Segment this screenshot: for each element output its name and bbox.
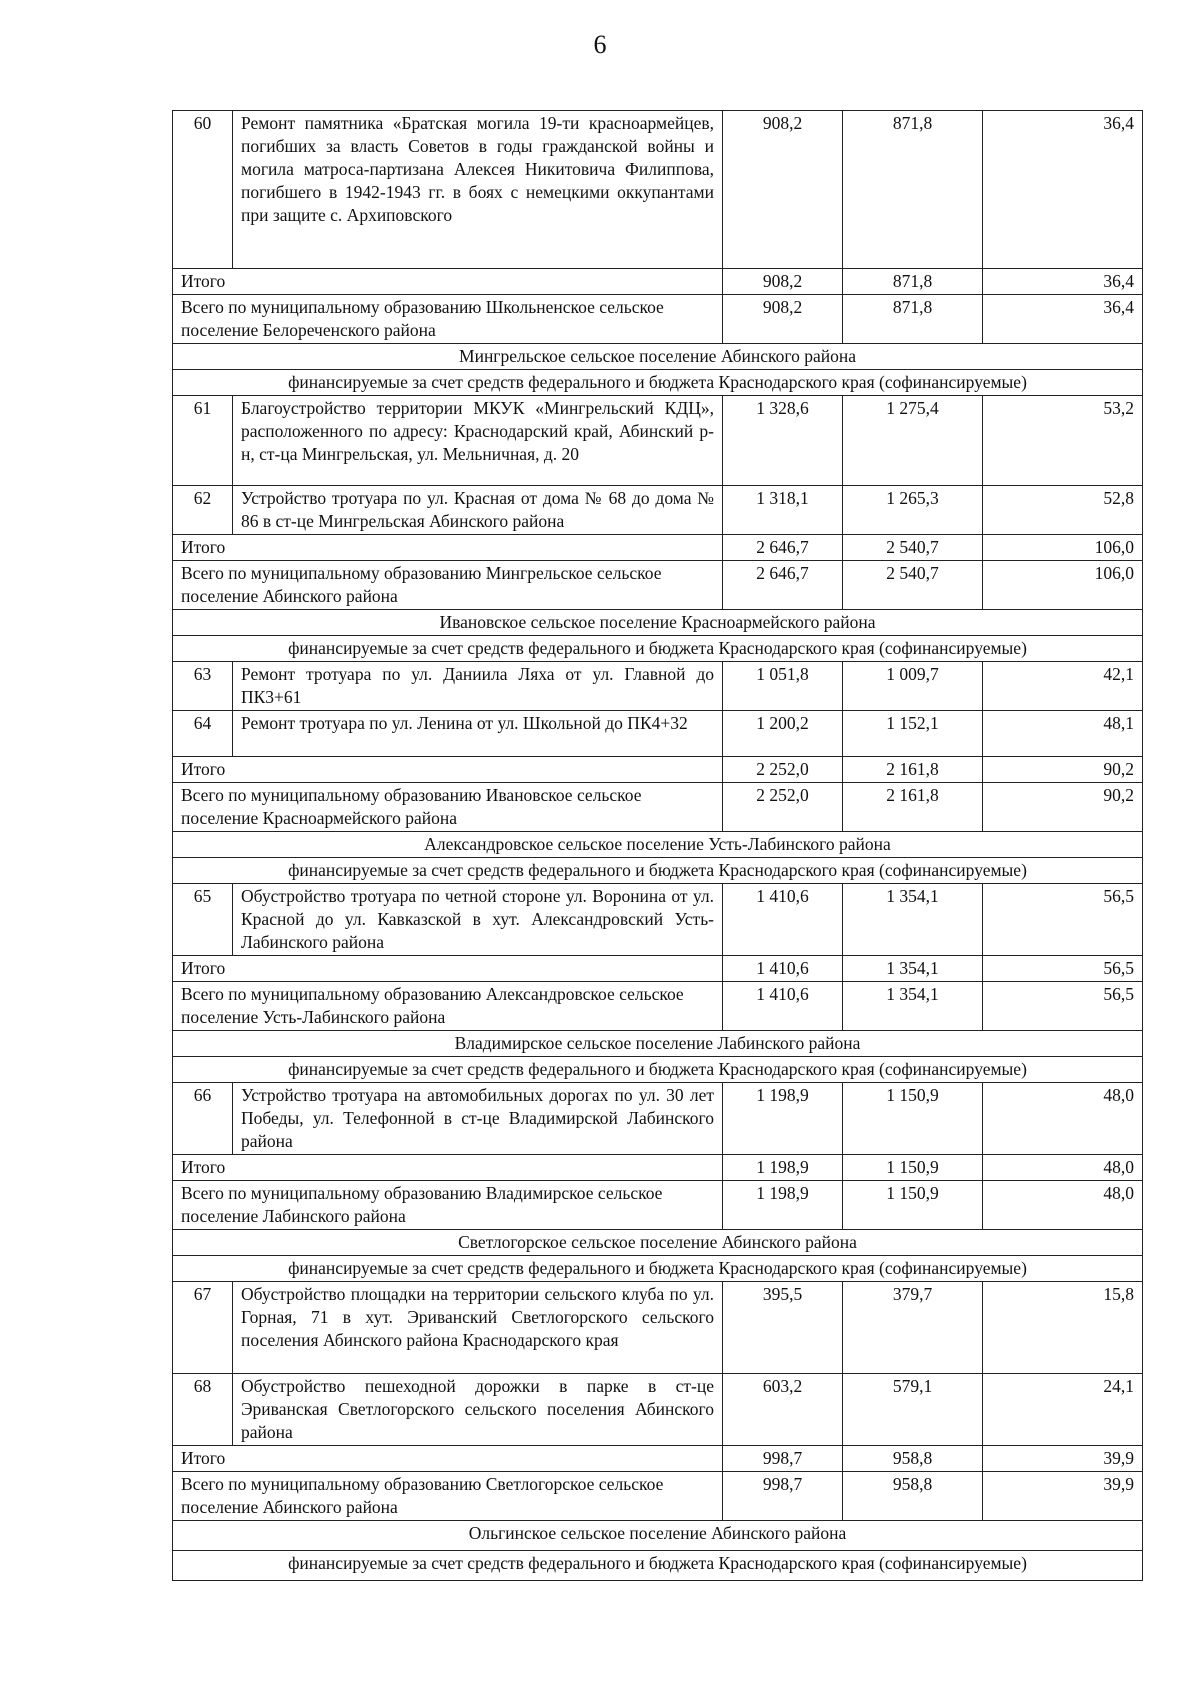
total-row bbox=[173, 561, 1143, 610]
amount-federal-regional: 871,8 bbox=[843, 269, 983, 295]
amount-federal-regional: 1 354,1 bbox=[843, 884, 983, 956]
amount-total: 1 410,6 bbox=[723, 884, 843, 956]
amount-total: 1 328,6 bbox=[723, 396, 843, 486]
amount-federal-regional: 871,8 bbox=[843, 295, 983, 344]
item-number: 63 bbox=[173, 662, 233, 711]
amount-local: 48,1 bbox=[983, 711, 1143, 757]
total-label: Всего по муниципальному образованию Александровское сельское поселение Усть-Лабинского района bbox=[173, 982, 723, 1031]
total-label: Всего по муниципальному образованию Владимирское сельское поселение Лабинского района bbox=[173, 1181, 723, 1230]
amount-federal-regional: 1 265,3 bbox=[843, 486, 983, 535]
item-description: Обустройство тротуара по четной стороне ул. Воронина от ул. Красной до ул. Кавказской в хут. Александровский Усть-Лабинского района bbox=[233, 884, 723, 956]
total-row bbox=[173, 783, 1143, 832]
amount-total: 1 198,9 bbox=[723, 1155, 843, 1181]
section-header-row bbox=[173, 370, 1143, 396]
amount-total: 1 051,8 bbox=[723, 662, 843, 711]
section-header-row bbox=[173, 1230, 1143, 1256]
item-row bbox=[173, 1083, 1143, 1155]
section-header-row bbox=[173, 1256, 1143, 1282]
amount-total: 603,2 bbox=[723, 1374, 843, 1446]
total-row bbox=[173, 295, 1143, 344]
table-body bbox=[173, 111, 1143, 1581]
item-description: Ремонт тротуара по ул. Ленина от ул. Школьной до ПК4+32 bbox=[233, 711, 723, 757]
item-number: 61 bbox=[173, 396, 233, 486]
section-header-row bbox=[173, 636, 1143, 662]
item-row bbox=[173, 486, 1143, 535]
amount-total: 998,7 bbox=[723, 1472, 843, 1521]
section-header-row bbox=[173, 1031, 1143, 1057]
amount-federal-regional: 2 161,8 bbox=[843, 783, 983, 832]
item-row bbox=[173, 396, 1143, 486]
amount-federal-regional: 1 150,9 bbox=[843, 1155, 983, 1181]
amount-local: 56,5 bbox=[983, 884, 1143, 956]
amount-local: 48,0 bbox=[983, 1181, 1143, 1230]
section-header-row bbox=[173, 832, 1143, 858]
item-number: 66 bbox=[173, 1083, 233, 1155]
amount-local: 36,4 bbox=[983, 111, 1143, 269]
section-header-row bbox=[173, 1551, 1143, 1581]
total-row bbox=[173, 269, 1143, 295]
amount-total: 1 198,9 bbox=[723, 1181, 843, 1230]
item-description: Устройство тротуара по ул. Красная от дома № 68 до дома № 86 в ст-це Мингрельская Абинского района bbox=[233, 486, 723, 535]
item-description: Обустройство пешеходной дорожки в парке в ст-це Эриванская Светлогорского сельского поселения Абинского района bbox=[233, 1374, 723, 1446]
total-row bbox=[173, 1472, 1143, 1521]
amount-total: 1 318,1 bbox=[723, 486, 843, 535]
amount-total: 2 646,7 bbox=[723, 535, 843, 561]
total-label: Итого bbox=[173, 535, 723, 561]
total-row bbox=[173, 956, 1143, 982]
amount-local: 48,0 bbox=[983, 1155, 1143, 1181]
section-title: финансируемые за счет средств федерального и бюджета Краснодарского края (софинансируемые) bbox=[173, 1551, 1143, 1581]
amount-federal-regional: 579,1 bbox=[843, 1374, 983, 1446]
item-description: Ремонт памятника «Братская могила 19-ти красноармейцев, погибших за власть Советов в годы гражданской войны и могила матроса-партизана Алексея Никитовича Филиппова, погибшего в 1942-1943 гг. в боях с немецкими оккупантами при защите с. Архиповского bbox=[233, 111, 723, 269]
amount-federal-regional: 871,8 bbox=[843, 111, 983, 269]
amount-local: 56,5 bbox=[983, 982, 1143, 1031]
total-label: Итого bbox=[173, 1446, 723, 1472]
amount-federal-regional: 1 150,9 bbox=[843, 1181, 983, 1230]
item-row bbox=[173, 1374, 1143, 1446]
item-number: 62 bbox=[173, 486, 233, 535]
amount-total: 2 646,7 bbox=[723, 561, 843, 610]
total-row bbox=[173, 1446, 1143, 1472]
amount-local: 106,0 bbox=[983, 535, 1143, 561]
section-title: финансируемые за счет средств федерального и бюджета Краснодарского края (софинансируемые) bbox=[173, 858, 1143, 884]
amount-total: 908,2 bbox=[723, 111, 843, 269]
total-row bbox=[173, 1181, 1143, 1230]
amount-local: 48,0 bbox=[983, 1083, 1143, 1155]
amount-local: 90,2 bbox=[983, 783, 1143, 832]
amount-federal-regional: 379,7 bbox=[843, 1282, 983, 1374]
amount-total: 1 410,6 bbox=[723, 982, 843, 1031]
total-label: Всего по муниципальному образованию Светлогорское сельское поселение Абинского района bbox=[173, 1472, 723, 1521]
total-label: Итого bbox=[173, 757, 723, 783]
section-title: финансируемые за счет средств федерального и бюджета Краснодарского края (софинансируемые) bbox=[173, 1256, 1143, 1282]
section-title: Александровское сельское поселение Усть-Лабинского района bbox=[173, 832, 1143, 858]
amount-local: 52,8 bbox=[983, 486, 1143, 535]
amount-total: 1 200,2 bbox=[723, 711, 843, 757]
amount-local: 15,8 bbox=[983, 1282, 1143, 1374]
section-title: финансируемые за счет средств федерального и бюджета Краснодарского края (софинансируемые) bbox=[173, 636, 1143, 662]
section-header-row bbox=[173, 858, 1143, 884]
total-label: Всего по муниципальному образованию Мингрельское сельское поселение Абинского района bbox=[173, 561, 723, 610]
total-label: Итого bbox=[173, 269, 723, 295]
amount-federal-regional: 1 150,9 bbox=[843, 1083, 983, 1155]
total-row bbox=[173, 535, 1143, 561]
amount-total: 908,2 bbox=[723, 269, 843, 295]
section-title: финансируемые за счет средств федерального и бюджета Краснодарского края (софинансируемые) bbox=[173, 370, 1143, 396]
item-description: Обустройство площадки на территории сельского клуба по ул. Горная, 71 в хут. Эриванский Светлогорского сельского поселения Абинского района Краснодарского края bbox=[233, 1282, 723, 1374]
amount-local: 53,2 bbox=[983, 396, 1143, 486]
total-row bbox=[173, 982, 1143, 1031]
item-number: 67 bbox=[173, 1282, 233, 1374]
item-row bbox=[173, 1282, 1143, 1374]
amount-federal-regional: 1 009,7 bbox=[843, 662, 983, 711]
item-description: Устройство тротуара на автомобильных дорогах по ул. 30 лет Победы, ул. Телефонной в ст-це Владимирской Лабинского района bbox=[233, 1083, 723, 1155]
item-row bbox=[173, 884, 1143, 956]
amount-federal-regional: 1 152,1 bbox=[843, 711, 983, 757]
total-label: Итого bbox=[173, 956, 723, 982]
amount-local: 56,5 bbox=[983, 956, 1143, 982]
section-title: Светлогорское сельское поселение Абинского района bbox=[173, 1230, 1143, 1256]
amount-federal-regional: 2 161,8 bbox=[843, 757, 983, 783]
section-title: Ивановское сельское поселение Красноармейского района bbox=[173, 610, 1143, 636]
amount-federal-regional: 958,8 bbox=[843, 1446, 983, 1472]
item-row bbox=[173, 662, 1143, 711]
item-row bbox=[173, 111, 1143, 269]
total-row bbox=[173, 1155, 1143, 1181]
amount-local: 39,9 bbox=[983, 1446, 1143, 1472]
amount-federal-regional: 958,8 bbox=[843, 1472, 983, 1521]
section-header-row bbox=[173, 1057, 1143, 1083]
amount-federal-regional: 2 540,7 bbox=[843, 535, 983, 561]
amount-local: 24,1 bbox=[983, 1374, 1143, 1446]
amount-federal-regional: 2 540,7 bbox=[843, 561, 983, 610]
amount-total: 998,7 bbox=[723, 1446, 843, 1472]
amount-total: 2 252,0 bbox=[723, 757, 843, 783]
section-title: финансируемые за счет средств федерального и бюджета Краснодарского края (софинансируемые) bbox=[173, 1057, 1143, 1083]
amount-total: 908,2 bbox=[723, 295, 843, 344]
item-number: 60 bbox=[173, 111, 233, 269]
total-label: Всего по муниципальному образованию Ивановское сельское поселение Красноармейского района bbox=[173, 783, 723, 832]
total-label: Всего по муниципальному образованию Школьненское сельское поселение Белореченского района bbox=[173, 295, 723, 344]
amount-local: 42,1 bbox=[983, 662, 1143, 711]
item-number: 64 bbox=[173, 711, 233, 757]
budget-table bbox=[172, 110, 1143, 1581]
section-header-row bbox=[173, 344, 1143, 370]
item-number: 68 bbox=[173, 1374, 233, 1446]
amount-local: 90,2 bbox=[983, 757, 1143, 783]
total-row bbox=[173, 757, 1143, 783]
amount-local: 36,4 bbox=[983, 295, 1143, 344]
section-title: Мингрельское сельское поселение Абинского района bbox=[173, 344, 1143, 370]
item-number: 65 bbox=[173, 884, 233, 956]
amount-local: 106,0 bbox=[983, 561, 1143, 610]
page-number: 6 bbox=[593, 30, 607, 59]
amount-total: 2 252,0 bbox=[723, 783, 843, 832]
amount-total: 1 198,9 bbox=[723, 1083, 843, 1155]
section-header-row bbox=[173, 1521, 1143, 1551]
item-row bbox=[173, 711, 1143, 757]
amount-local: 39,9 bbox=[983, 1472, 1143, 1521]
section-header-row bbox=[173, 610, 1143, 636]
amount-federal-regional: 1 354,1 bbox=[843, 956, 983, 982]
amount-total: 395,5 bbox=[723, 1282, 843, 1374]
section-title: Ольгинское сельское поселение Абинского района bbox=[173, 1521, 1143, 1551]
item-description: Благоустройство территории МКУК «Мингрельский КДЦ», расположенного по адресу: Краснодарский край, Абинский р-н, ст-ца Мингрельская, ул. Мельничная, д. 20 bbox=[233, 396, 723, 486]
amount-federal-regional: 1 354,1 bbox=[843, 982, 983, 1031]
item-description: Ремонт тротуара по ул. Даниила Ляха от ул. Главной до ПК3+61 bbox=[233, 662, 723, 711]
section-title: Владимирское сельское поселение Лабинского района bbox=[173, 1031, 1143, 1057]
amount-total: 1 410,6 bbox=[723, 956, 843, 982]
amount-local: 36,4 bbox=[983, 269, 1143, 295]
amount-federal-regional: 1 275,4 bbox=[843, 396, 983, 486]
total-label: Итого bbox=[173, 1155, 723, 1181]
